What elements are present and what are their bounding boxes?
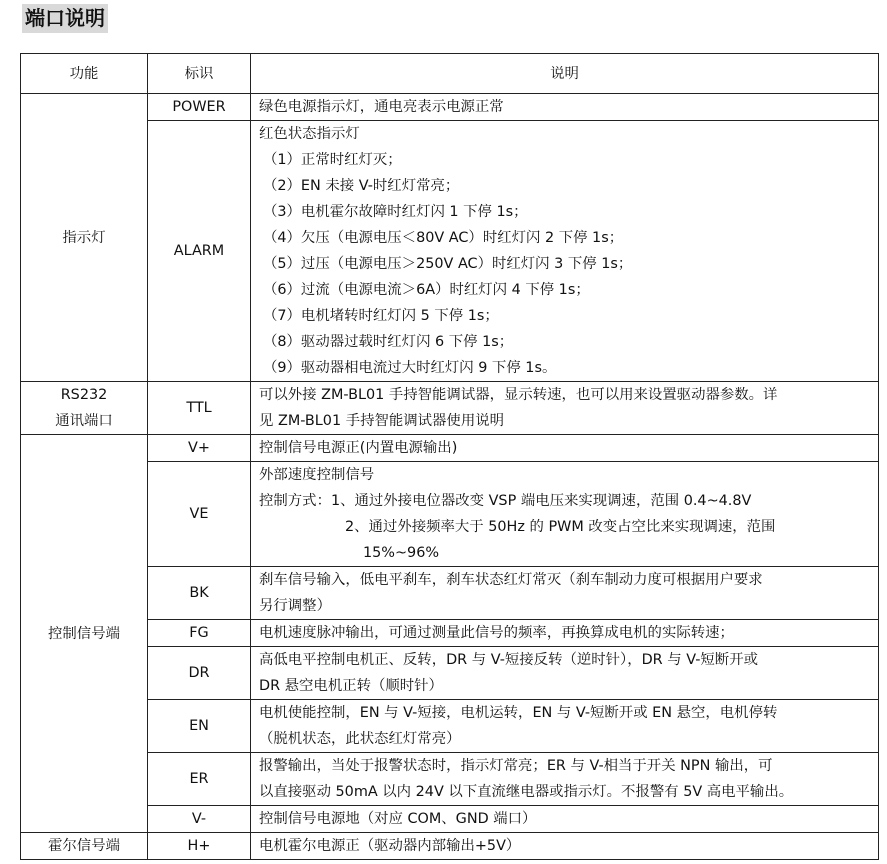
header-function: 功能: [21, 54, 148, 94]
ve-line: 2、通过外接频率大于 50Hz 的 PWM 改变占空比来实现调速，范围: [345, 519, 776, 535]
group-indicator: 指示灯: [21, 94, 148, 382]
mark-er: ER: [148, 753, 251, 806]
ttl-line: 可以外接 ZM-BL01 手持智能调试器，显示转速，也可以用来设置驱动器参数。详: [259, 387, 778, 403]
table-row: [21, 753, 879, 806]
desc-ttl: [251, 382, 879, 435]
table-row: [21, 435, 879, 462]
table-row: [21, 700, 879, 753]
desc-er: [251, 753, 879, 806]
alarm-line: （7）电机堵转时红灯闪 5 下停 1s；: [263, 308, 499, 324]
alarm-line: （8）驱动器过载时红灯闪 6 下停 1s；: [263, 334, 514, 350]
mark-bk: BK: [148, 567, 251, 620]
table-row: [21, 462, 879, 567]
mark-ttl: TTL: [148, 382, 251, 435]
mark-hplus: H+: [148, 833, 251, 860]
bk-line: 刹车信号输入，低电平刹车，刹车状态红灯常灭（刹车制动力度可根据用户要求: [259, 572, 763, 588]
desc-bk: [251, 567, 879, 620]
desc-en: [251, 700, 879, 753]
alarm-line: （3）电机霍尔故障时红灯闪 1 下停 1s；: [263, 204, 528, 220]
dr-line: 高低电平控制电机正、反转，DR 与 V-短接反转（逆时针），DR 与 V-短断开或: [259, 652, 758, 668]
rs232-sublabel: 通讯端口: [55, 413, 113, 429]
ve-line: 控制方式：1、通过外接电位器改变 VSP 端电压来实现调速，范围 0.4~4.8V: [259, 493, 752, 509]
alarm-line: （6）过流（电源电流＞6A）时红灯闪 4 下停 1s；: [263, 282, 590, 298]
group-hall: 霍尔信号端: [21, 833, 148, 860]
desc-fg: 电机速度脉冲输出，可通过测量此信号的频率，再换算成电机的实际转速；: [251, 620, 879, 647]
table-row: [21, 620, 879, 647]
table-row: [21, 121, 879, 382]
mark-power: POWER: [148, 94, 251, 121]
mark-alarm: ALARM: [148, 121, 251, 382]
table-row: [21, 647, 879, 700]
en-line: （脱机状态，此状态红灯常亮）: [259, 731, 461, 747]
mark-vplus: V+: [148, 435, 251, 462]
desc-alarm: [251, 121, 879, 382]
en-line: 电机使能控制，EN 与 V-短接，电机运转，EN 与 V-短断开或 EN 悬空，电机停转: [259, 705, 778, 721]
ve-line: 15%~96%: [363, 545, 440, 561]
table-row: [21, 94, 879, 121]
mark-en: EN: [148, 700, 251, 753]
mark-dr: DR: [148, 647, 251, 700]
er-line: 以直接驱动 50mA 以内 24V 以下直流继电器或指示灯。不报警有 5V 高电平输出。: [259, 784, 794, 800]
desc-dr: [251, 647, 879, 700]
header-mark: 标识: [148, 54, 251, 94]
group-rs232: [21, 382, 148, 435]
table-row: [21, 567, 879, 620]
desc-power: 绿色电源指示灯，通电亮表示电源正常: [251, 94, 879, 121]
group-control: 控制信号端: [21, 435, 148, 833]
table-row: [21, 382, 879, 435]
er-line: 报警输出，当处于报警状态时，指示灯常亮；ER 与 V-相当于开关 NPN 输出，可: [259, 758, 773, 774]
table-row: [21, 806, 879, 833]
alarm-line: （5）过压（电源电压＞250V AC）时红灯闪 3 下停 1s；: [263, 256, 633, 272]
ve-line: 外部速度控制信号: [259, 467, 375, 483]
alarm-line: （1）正常时红灯灭；: [263, 152, 402, 168]
desc-hplus: 电机霍尔电源正（驱动器内部输出+5V）: [251, 833, 879, 860]
desc-ve: [251, 462, 879, 567]
alarm-line: （9）驱动器相电流过大时红灯闪 9 下停 1s。: [263, 360, 557, 376]
table-row: [21, 833, 879, 860]
alarm-line: （4）欠压（电源电压＜80V AC）时红灯闪 2 下停 1s；: [263, 230, 624, 246]
ttl-line: 见 ZM-BL01 手持智能调试器使用说明: [259, 413, 504, 429]
desc-vplus: 控制信号电源正(内置电源输出): [251, 435, 879, 462]
alarm-line: 红色状态指示灯: [259, 126, 360, 142]
bk-line: 另行调整）: [259, 598, 331, 614]
mark-fg: FG: [148, 620, 251, 647]
dr-line: DR 悬空电机正转（顺时针）: [259, 678, 443, 694]
mark-ve: VE: [148, 462, 251, 567]
alarm-line: （2）EN 未接 V-时红灯常亮；: [263, 178, 460, 194]
table-header-row: [21, 54, 879, 94]
port-spec-table: [20, 53, 879, 860]
header-description: 说明: [251, 54, 879, 94]
mark-vminus: V-: [148, 806, 251, 833]
rs232-label: RS232: [60, 387, 108, 403]
page-title: 端口说明: [22, 4, 108, 33]
desc-vminus: 控制信号电源地（对应 COM、GND 端口）: [251, 806, 879, 833]
